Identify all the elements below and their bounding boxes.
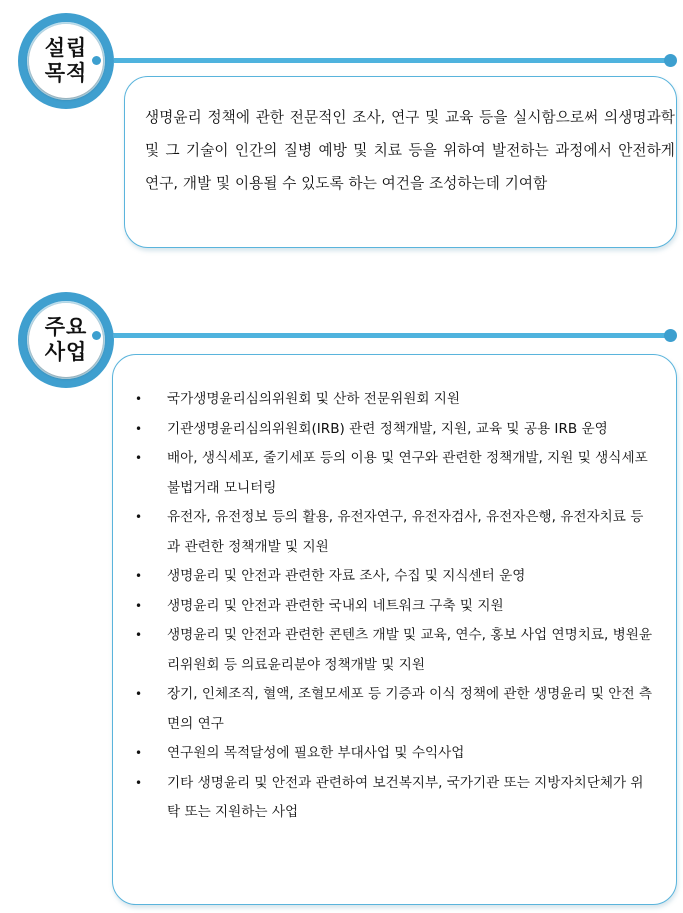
business-list-item <box>135 503 655 562</box>
business-item-text: 유전자, 유전정보 등의 활용, 유전자연구, 유전자검사, 유전자은행, 유전자치료 등과 관련한 정책개발 및 지원 <box>167 509 644 555</box>
purpose-badge-label-line1: 설립 <box>44 36 88 60</box>
business-list-item <box>135 621 655 680</box>
business-connector-start-dot <box>92 331 101 340</box>
bullet-icon: • <box>135 421 143 436</box>
business-item-text: 연구원의 목적달성에 필요한 부대사업 및 수익사업 <box>167 745 465 761</box>
business-badge-inner <box>29 303 103 377</box>
business-list-item <box>135 385 655 415</box>
business-item-text: 기타 생명윤리 및 안전과 관련하여 보건복지부, 국가기관 또는 지방자치단체가 위탁 또는 지원하는 사업 <box>167 774 644 820</box>
business-list-item <box>135 562 655 592</box>
bullet-icon: • <box>135 392 143 406</box>
business-list-item <box>135 592 655 622</box>
business-badge-label-line1: 주요 <box>44 315 88 339</box>
bullet-icon: • <box>135 569 143 583</box>
business-item-text: 배아, 생식세포, 줄기세포 등의 이용 및 연구와 관련한 정책개발, 지원 및 생식세포 불법거래 모니터링 <box>167 450 648 496</box>
business-list-item <box>135 739 655 769</box>
business-list-item <box>135 444 655 503</box>
purpose-section <box>0 0 683 260</box>
bullet-icon: • <box>135 510 143 524</box>
business-connector-end-dot <box>664 329 677 342</box>
purpose-connector-start-dot <box>92 56 101 65</box>
business-list <box>135 385 655 828</box>
purpose-connector-end-dot <box>664 54 677 67</box>
purpose-badge-label-line2: 목적 <box>44 61 88 85</box>
business-list-item <box>135 415 655 445</box>
bullet-icon: • <box>135 628 143 642</box>
bullet-icon: • <box>135 687 143 701</box>
business-item-text: 국가생명윤리심의위원회 및 산하 전문위원회 지원 <box>167 391 461 407</box>
purpose-box <box>124 76 677 248</box>
business-list-item <box>135 680 655 739</box>
bullet-icon: • <box>135 746 143 760</box>
purpose-description: 생명윤리 정책에 관한 전문적인 조사, 연구 및 교육 등을 실시함으로써 의생명과학 및 그 기술이 인간의 질병 예방 및 치료 등을 위하여 발전하는 과정에서 안전하게 연구, 개발 및 이용될 수 있도록 하는 여건을 조성하는데 기여함 <box>145 109 675 192</box>
business-item-text: 생명윤리 및 안전과 관련한 국내외 네트워크 구축 및 지원 <box>167 597 504 614</box>
business-section <box>0 292 683 913</box>
business-item-text: 생명윤리 및 안전과 관련한 콘텐츠 개발 및 교육, 연수, 홍보 사업 연명치료, 병원윤리위원회 등 의료윤리분야 정책개발 및 지원 <box>167 627 653 673</box>
business-badge <box>18 292 114 388</box>
bullet-icon: • <box>135 451 143 465</box>
business-item-text: 기관생명윤리심의위원회(IRB) 관련 정책개발, 지원, 교육 및 공용 IRB 운영 <box>167 420 608 437</box>
business-item-text: 장기, 인체조직, 혈액, 조혈모세포 등 기증과 이식 정책에 관한 생명윤리 및 안전 측면의 연구 <box>167 686 653 732</box>
business-box <box>112 354 677 905</box>
bullet-icon: • <box>135 775 143 790</box>
business-item-text: 생명윤리 및 안전과 관련한 자료 조사, 수집 및 지식센터 운영 <box>167 568 526 584</box>
business-list-item <box>135 769 655 828</box>
business-connector-line <box>96 333 668 338</box>
purpose-connector-line <box>96 58 668 63</box>
bullet-icon: • <box>135 598 143 613</box>
business-badge-label-line2: 사업 <box>44 340 88 364</box>
